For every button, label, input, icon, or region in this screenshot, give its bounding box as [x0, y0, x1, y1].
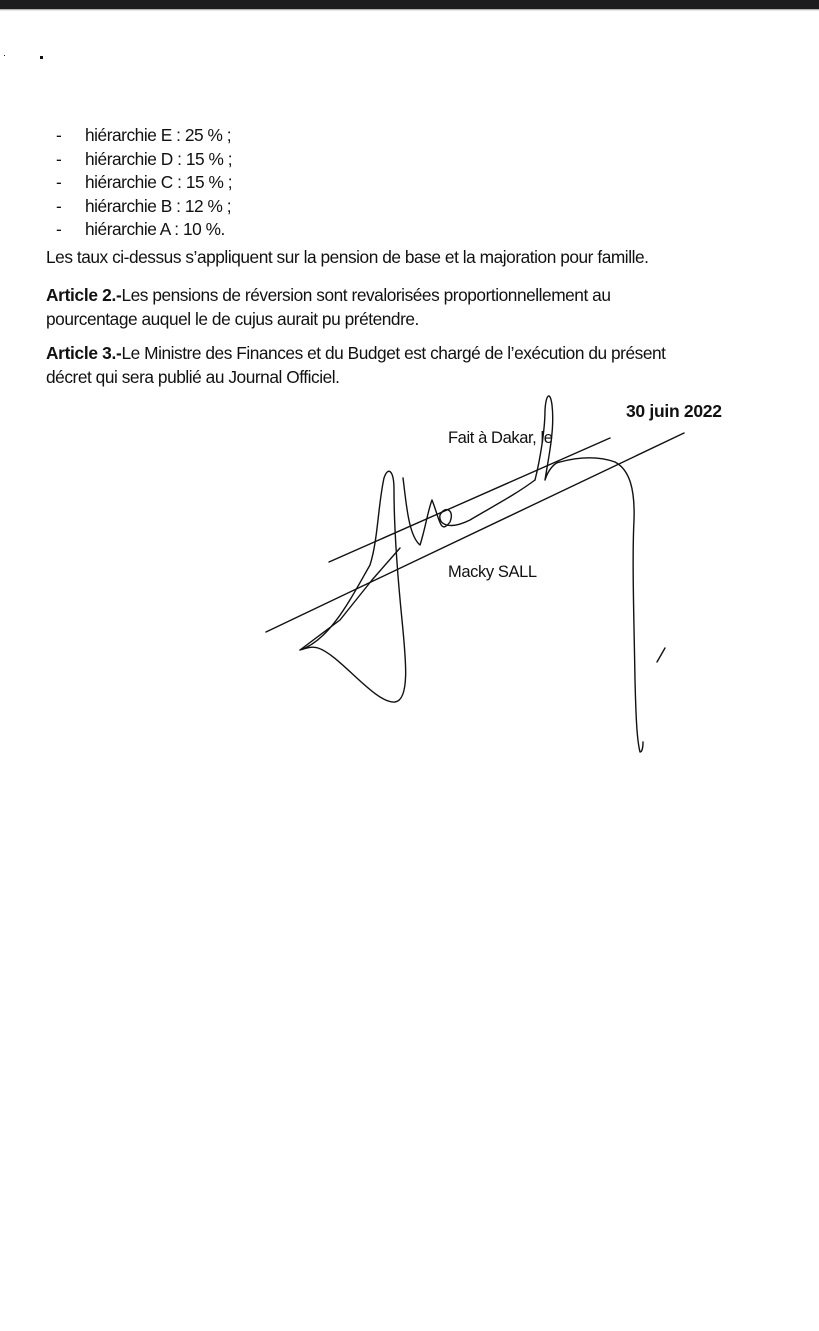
rates-note: Les taux ci-dessus s’appliquent sur la pension de base et la majoration pour famille. [46, 247, 649, 267]
top-bar [0, 0, 819, 9]
article-3: Article 3.-Le Ministre des Finances et du Budget est chargé de l’exécution du présent décret qui sera publié au Journal Officiel. [46, 343, 666, 387]
list-item: - hiérarchie D : 15 % ; [56, 148, 233, 169]
list-item: - hiérarchie C : 15 % ; [56, 172, 233, 192]
rate-text: hiérarchie B : 12 % ; [85, 195, 232, 216]
list-item: - hiérarchie B : 12 % ; [56, 195, 232, 216]
list-item: - hiérarchie E : 25 % ; [56, 125, 232, 145]
article-3-label: Article 3.- [46, 343, 122, 363]
list-item: - hiérarchie A : 10 %. [56, 219, 225, 239]
rate-text: hiérarchie D : 15 % ; [85, 148, 233, 169]
rate-text: hiérarchie E : 25 % ; [85, 125, 232, 145]
hierarchy-rates-list [46, 124, 232, 242]
signature-date: 30 juin 2022 [626, 401, 722, 421]
article-2: Article 2.-Les pensions de réversion sont revalorisées proportionnellement au pourcentage auquel le de cujus aurait pu prétendre. [46, 285, 611, 329]
signature-place: Fait à Dakar, le [448, 429, 553, 447]
scan-speck [40, 56, 43, 59]
article-2-label: Article 2.- [46, 285, 122, 305]
signatory-name: Macky SALL [448, 563, 537, 581]
scan-speck [4, 55, 5, 56]
rate-text: hiérarchie A : 10 %. [85, 219, 225, 239]
rate-text: hiérarchie C : 15 % ; [85, 172, 233, 192]
